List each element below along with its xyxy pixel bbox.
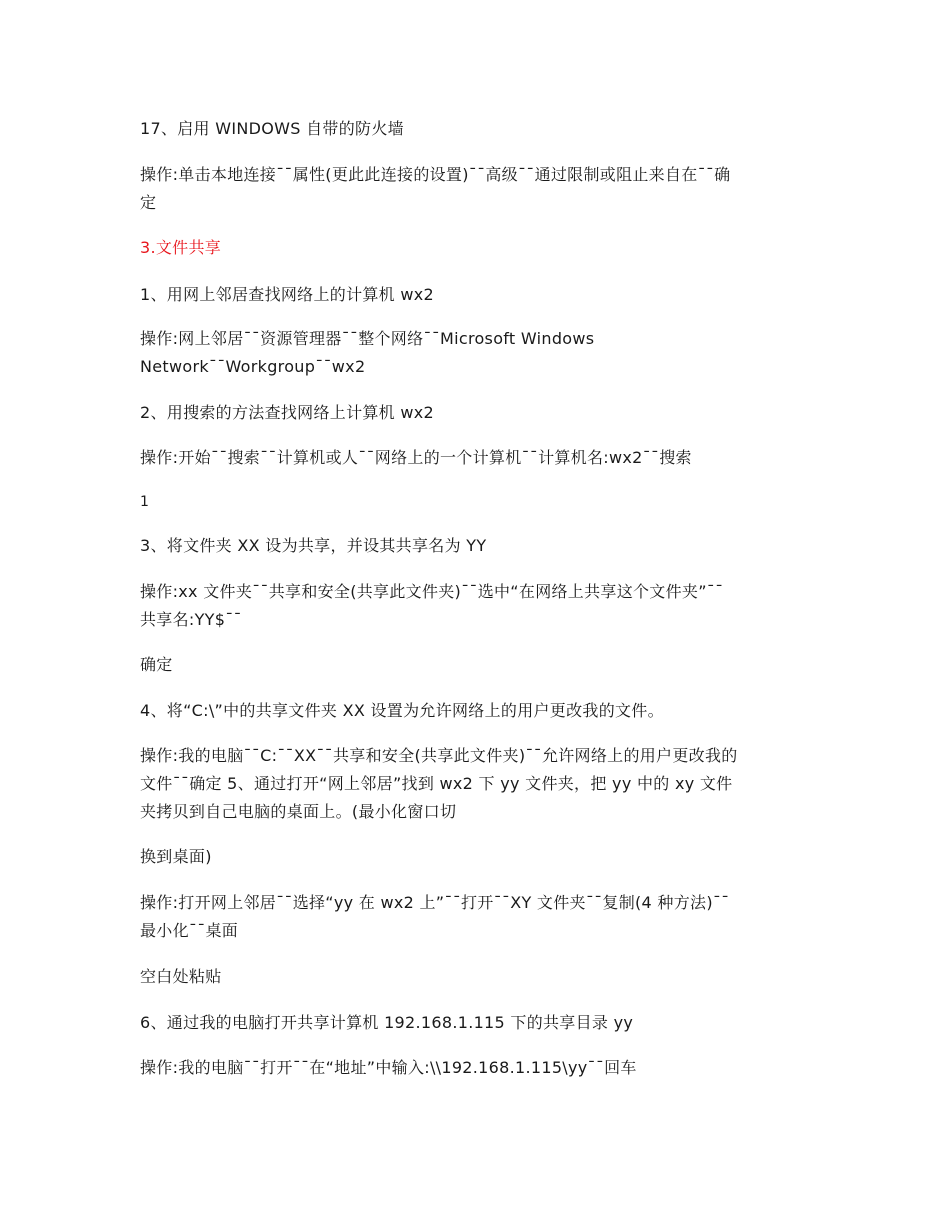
text-line: 操作:开始¯¯搜索¯¯计算机或人¯¯网络上的一个计算机¯¯计算机名:wx2¯¯搜索 (140, 448, 692, 467)
text-line: 共享名:YY$¯¯ (140, 610, 242, 629)
text-line: 1 (140, 494, 150, 510)
instruction-paragraph-5 (140, 889, 810, 945)
page-number (140, 488, 810, 516)
instruction-continuation-desktop (140, 843, 810, 871)
text-line: 空白处粘贴 (140, 967, 222, 986)
text-line: 2、用搜索的方法查找网络上计算机 wx2 (140, 403, 435, 422)
section-heading-file-sharing (140, 234, 810, 262)
text-line: 定 (140, 193, 157, 212)
step-heading-4 (140, 697, 810, 725)
text-line: 操作:网上邻居¯¯资源管理器¯¯整个网络¯¯Microsoft Windows (140, 329, 595, 348)
section-heading-firewall (140, 115, 810, 143)
instruction-paragraph-1 (140, 325, 810, 381)
text-line: 操作:xx 文件夹¯¯共享和安全(共享此文件夹)¯¯选中“在网络上共享这个文件夹”¯¯ (140, 582, 724, 601)
text-line: Network¯¯Workgroup¯¯wx2 (140, 357, 366, 376)
step-heading-6 (140, 1009, 810, 1037)
step-heading-3 (140, 532, 810, 560)
instruction-paragraph-6 (140, 1054, 810, 1082)
instruction-continuation-paste (140, 963, 810, 991)
text-line: 操作:我的电脑¯¯C:¯¯XX¯¯共享和安全(共享此文件夹)¯¯允许网络上的用户更改我的 (140, 746, 738, 765)
instruction-continuation-confirm (140, 651, 810, 679)
text-line: 夹拷贝到自己电脑的桌面上。(最小化窗口切 (140, 802, 457, 821)
instruction-paragraph-4 (140, 742, 810, 826)
text-line: 最小化¯¯桌面 (140, 921, 239, 940)
text-line: 17、启用 WINDOWS 自带的防火墙 (140, 119, 404, 138)
instruction-paragraph-firewall (140, 161, 810, 217)
text-line: 3、将文件夹 XX 设为共享，并设其共享名为 YY (140, 536, 487, 555)
text-line: 1、用网上邻居查找网络上的计算机 wx2 (140, 285, 435, 304)
step-heading-2 (140, 399, 810, 427)
text-line: 确定 (140, 655, 173, 674)
text-line: 4、将“C:\”中的共享文件夹 XX 设置为允许网络上的用户更改我的文件。 (140, 701, 664, 720)
text-line: 3.文件共享 (140, 238, 222, 257)
step-heading-1 (140, 281, 810, 309)
text-line: 文件¯¯确定 5、通过打开“网上邻居”找到 wx2 下 yy 文件夹，把 yy 中的 xy 文件 (140, 774, 733, 793)
instruction-paragraph-3 (140, 578, 810, 634)
instruction-paragraph-2 (140, 444, 810, 472)
text-line: 操作:打开网上邻居¯¯选择“yy 在 wx2 上”¯¯打开¯¯XY 文件夹¯¯复制(4 种方法)¯¯ (140, 893, 730, 912)
text-line: 6、通过我的电脑打开共享计算机 192.168.1.115 下的共享目录 yy (140, 1013, 634, 1032)
text-line: 操作:我的电脑¯¯打开¯¯在“地址”中输入:\\192.168.1.115\yy¯¯回车 (140, 1058, 637, 1077)
text-line: 操作:单击本地连接¯¯属性(更此此连接的设置)¯¯高级¯¯通过限制或阻止来自在¯¯确 (140, 165, 731, 184)
text-line: 换到桌面) (140, 847, 212, 866)
